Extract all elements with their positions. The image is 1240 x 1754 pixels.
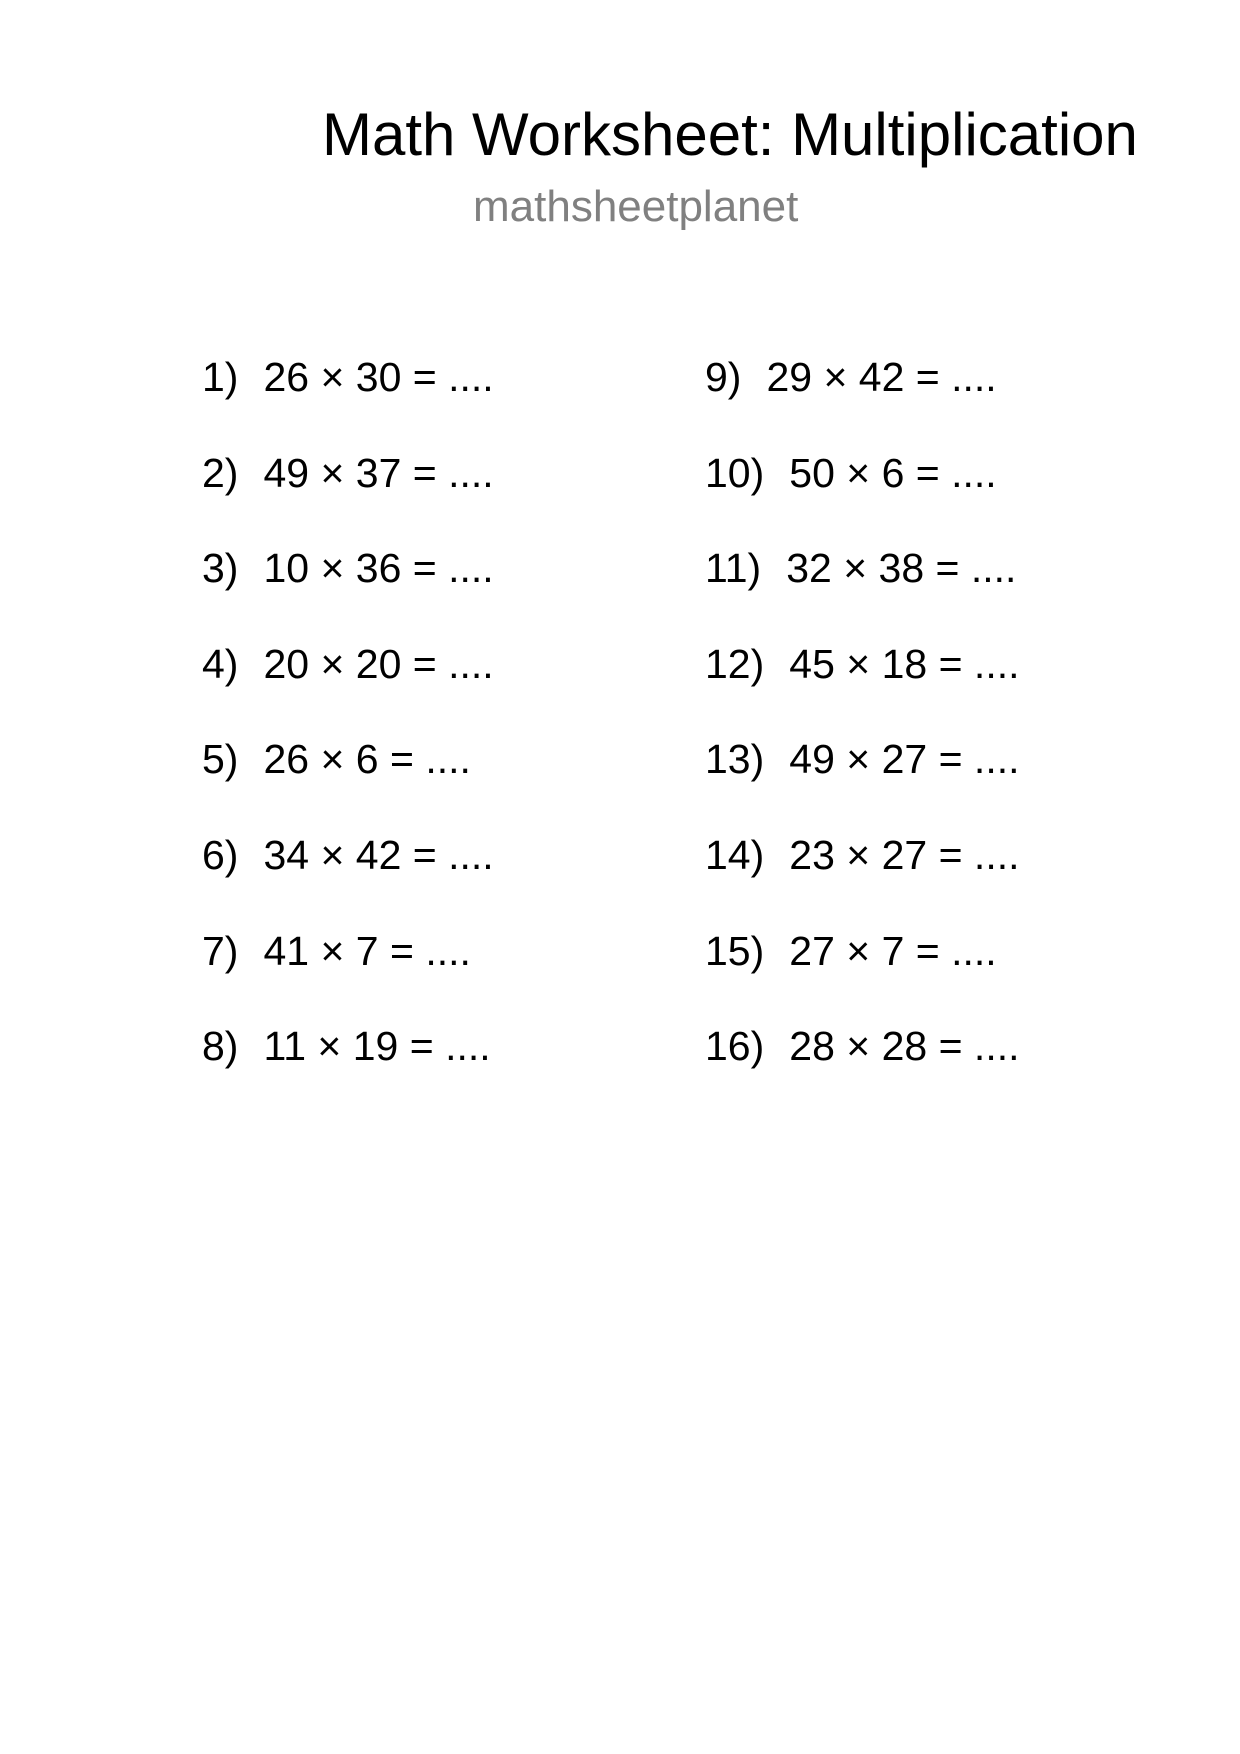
problem-expression: 10 × 36 = .... [263,545,494,592]
problem-number: 4) [202,640,239,687]
problem-expression: 29 × 42 = .... [766,354,997,400]
problem-item [202,448,494,544]
problem-item [705,1021,1020,1117]
problem-number: 9) [705,354,742,400]
problem-item [202,543,494,639]
problem-item [705,543,1020,639]
problem-number: 8) [202,1023,239,1070]
problem-expression: 11 × 19 = .... [263,1023,491,1070]
problem-number: 15) [705,927,765,974]
problem-item [705,734,1020,830]
problem-number: 16) [705,1023,765,1070]
problem-item [705,830,1020,926]
problem-expression: 23 × 27 = .... [789,831,1020,878]
problem-item [202,1021,494,1117]
problem-item [202,830,494,926]
problem-number: 7) [202,927,239,974]
problem-expression: 49 × 37 = .... [263,449,494,496]
problem-number: 13) [705,736,765,783]
problem-item [705,926,1020,1022]
problem-item [202,352,494,448]
problem-expression: 28 × 28 = .... [789,1023,1020,1070]
problem-number: 14) [705,831,765,878]
problem-number: 1) [202,354,239,400]
problem-expression: 50 × 6 = .... [789,449,997,496]
problem-expression: 26 × 6 = .... [263,736,471,783]
site-name: mathsheetplanet [473,182,799,231]
problem-number: 5) [202,736,239,783]
worksheet-title: Math Worksheet: Multiplication [322,101,1138,168]
problem-item [202,734,494,830]
problem-item [705,352,1020,448]
problem-number: 11) [705,545,762,592]
problem-expression: 49 × 27 = .... [789,736,1020,783]
problem-item [202,639,494,735]
problem-item [705,639,1020,735]
problem-number: 6) [202,831,239,878]
problem-expression: 41 × 7 = .... [263,927,471,974]
problem-expression: 26 × 30 = .... [263,354,494,400]
problem-number: 12) [705,640,765,687]
problem-expression: 34 × 42 = .... [263,831,494,878]
problem-number: 2) [202,449,239,496]
problems-column-left [202,352,494,1117]
problem-item [705,448,1020,544]
problem-expression: 20 × 20 = .... [263,640,494,687]
problem-number: 10) [705,449,765,496]
problem-expression: 27 × 7 = .... [789,927,997,974]
problem-expression: 45 × 18 = .... [789,640,1020,687]
problems-column-right [705,352,1020,1117]
problem-expression: 32 × 38 = .... [786,545,1017,592]
problem-item [202,926,494,1022]
problem-number: 3) [202,545,239,592]
